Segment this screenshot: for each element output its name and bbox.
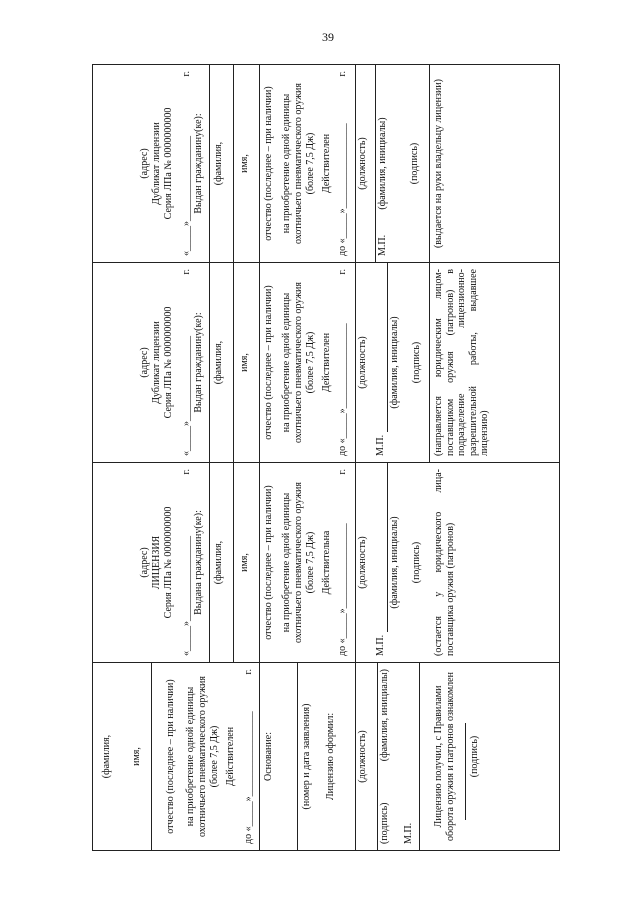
stamp-label: М.П. [403,822,414,844]
year-suffix: г. [243,669,254,675]
name-initials-label: (фамилия, инициалы) [379,669,390,762]
patronymic-label: отчество (последнее – при наличии) [263,86,274,241]
purpose-line1: на приобретение одной единицы [281,93,292,234]
stamp-label: М.П. [375,434,386,456]
position-label: (должность) [357,336,368,389]
valid-label: Действителен [225,726,236,787]
name-label: имя, [239,154,250,173]
purpose-line2: охотничьего пневматического оружия [197,676,208,838]
valid-label: Действителен [321,133,332,194]
stamp-label: М.П. [377,234,388,256]
received-line2: оборота оружия и патронов ознакомлен [445,672,456,841]
position-label: (должность) [357,137,368,190]
duplicate-note: (направляется юридическим лицом-поставщиком оружия (патронов) в подразделение лицензионно-разрешительной работы, выдавшее лицензию) [433,269,490,456]
name-label: имя, [131,747,142,766]
purpose-line3: (более 7,5 Дж) [305,132,316,195]
surname-label: (фамилия, [213,540,224,585]
stamp-label: М.П. [375,634,386,656]
valid-until-date: до «_____»_________________ [243,711,254,844]
issued-to-label: Выдана гражданину(ке): [193,510,204,615]
received-line1: Лицензию получил, с Правилами [433,685,444,828]
date-line: «_____»_________________ [181,536,192,656]
patronymic-label: отчество (последнее – при наличии) [263,485,274,640]
page-number: 39 [322,30,334,44]
purpose-line1: на приобретение одной единицы [281,492,292,633]
received-signature-label: (подпись) [469,735,480,778]
signature-label: (подпись) [411,341,422,384]
purpose-line2: охотничьего пневматического оружия [293,282,304,444]
duplicate-column-2 [93,65,559,262]
valid-label: Действителен [321,332,332,393]
purpose-line1: на приобретение одной единицы [281,292,292,433]
license-title: ЛИЦЕНЗИЯ [151,535,162,590]
year-suffix: г. [181,269,192,275]
name-label: имя, [239,353,250,372]
issued-to-label: Выдан гражданину(ке): [193,113,204,214]
name-initials-label: (фамилия, инициалы) [389,516,400,609]
application-number-label: (номер и дата заявления) [301,703,312,810]
duplicate-series: Серия ЛПа № 0000000000 [163,107,174,220]
duplicate-note: (выдается на руки владельцу лицензии) [433,78,444,249]
valid-until-date: до «_____»_________________ [337,123,348,256]
signature-label: (подпись) [411,541,422,584]
date-line: «_____»_________________ [181,336,192,456]
issued-to-label: Выдан гражданину(ке): [193,312,204,413]
license-form-table [92,64,560,851]
address-label: (адрес) [139,347,150,378]
duplicate-title: Дубликат лицензии [151,321,162,404]
name-initials-label: (фамилия, инициалы) [389,316,400,409]
patronymic-label: отчество (последнее – при наличии) [263,285,274,440]
position-label: (должность) [357,536,368,589]
address-label: (адрес) [139,547,150,578]
purpose-line3: (более 7,5 Дж) [305,531,316,594]
purpose-line2: охотничьего пневматического оружия [293,83,304,245]
purpose-line3: (более 7,5 Дж) [209,725,220,788]
duplicate-column-1 [93,262,559,462]
address-label: (адрес) [139,148,150,179]
purpose-line1: на приобретение одной единицы [185,686,196,827]
duplicate-series: Серия ЛПа № 0000000000 [163,306,174,419]
purpose-line3: (более 7,5 Дж) [305,331,316,394]
purpose-line2: охотничьего пневматического оружия [293,482,304,644]
surname-label: (фамилия, [213,141,224,186]
license-column [93,462,559,662]
stub-column [93,662,559,850]
license-series: Серия ЛПа № 0000000000 [163,506,174,619]
duplicate-title: Дубликат лицензии [151,122,162,205]
name-initials-label: (фамилия, инициалы) [377,117,388,210]
signature-label: (подпись) [409,142,420,185]
year-suffix: г. [181,71,192,77]
position-label: (должность) [357,730,368,783]
year-suffix: г. [181,469,192,475]
year-suffix: г. [337,71,348,77]
date-line: «_____»_________________ [181,136,192,256]
basis-label: Основание: [263,732,274,781]
surname-label: (фамилия, [213,340,224,385]
license-note: (остается у юридического лица-поставщика оружия (патронов) [433,469,456,656]
patronymic-label: отчество (последнее – при наличии) [165,679,176,834]
valid-until-date: до «_____»_________________ [337,323,348,456]
year-suffix: г. [337,469,348,475]
issued-by-label: Лицензию оформил: [325,712,336,801]
surname-label: (фамилия, [101,734,112,779]
valid-label: Действительна [321,530,332,595]
signature-label: (подпись) [379,802,390,844]
year-suffix: г. [337,269,348,275]
valid-until-date: до «_____»_________________ [337,523,348,656]
name-label: имя, [239,553,250,572]
